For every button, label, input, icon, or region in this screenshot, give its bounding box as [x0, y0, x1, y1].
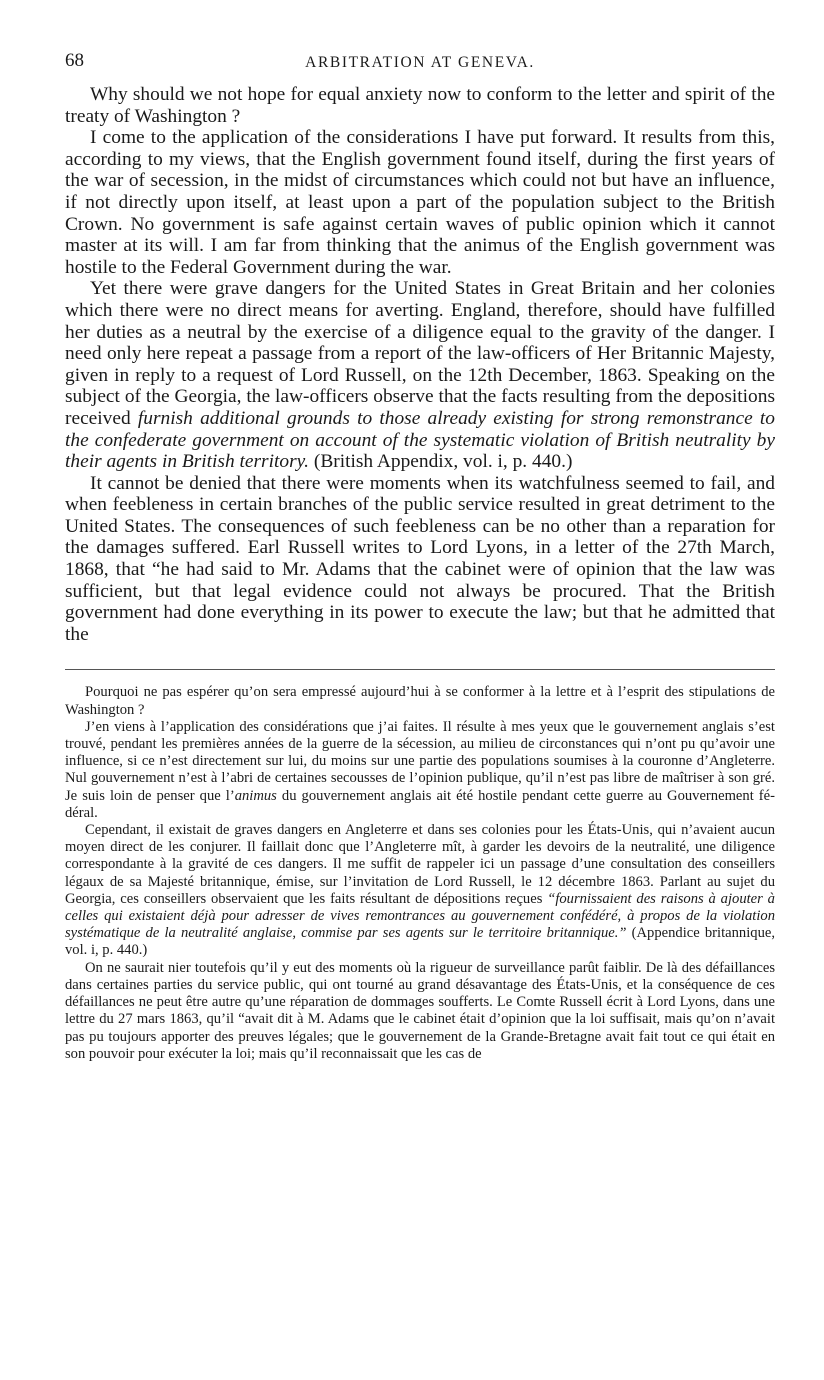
french-text — [65, 684, 775, 1062]
paragraph-3 — [65, 278, 775, 472]
note-2-end: du gouvernement anglais ait été hostile pendant cette guerre au Gouvernement fédéral. — [65, 787, 776, 821]
paragraph-3-text: Yet there were grave dangers for the United States in Great Britain and her colonies which there were no direct means for averting. England, therefore, should have fulfilled her duties as a neutral by the exercise of a diligence equal to the gravity of the danger. I need only here repeat a passage from a report of the law-officers of Her Britannic Majesty, given in reply to a request of Lord Russell, on the 12th December, 1863. Speaking on the subject of the Georgia, the law-officers observe that the facts resulting from the depositions received — [65, 278, 775, 429]
note-3-text: Cependant, il existait de graves dangers en Angleterre et dans ses colonies pour les États-Unis, qui n’avaient aucun moyen direct de les conjurer. Il faillait donc que l’Angleterre mît, à garder les devoirs de la neutralité, une diligence correspondante à la gravité de ces dangers. Il me suffit de rappeler ici un passage d’une consultation des conseillers légaux de sa Majesté britannique, émise, sur l’invitation de Lord Russell, le 12 décembre 1863. Parlant au sujet du Georgia, ces conseillers observaient que les faits résultant de dépositions reçues — [65, 822, 775, 907]
running-head: ARBITRATION AT GENEVA. — [305, 54, 535, 71]
paragraph-2: I come to the application of the considerations I have put forward. It results from this, according to my views, that the English government found itself, during the first years of the war of secession, in the midst of circumstances which could not but have an influence, if not directly upon itself, at least upon a part of the population subject to the British Crown. No government is safe against certain waves of public opinion which it cannot master at its will. I am far from thinking that the animus of the English government was hostile to the Federal Government during the war. — [65, 127, 775, 278]
paragraph-1: Why should we not hope for equal anxiety now to conform to the letter and spirit of the treaty of Washington ? — [65, 84, 775, 127]
note-2-text: J’en viens à l’application des considérations que j’ai faites. Il résulte à mes yeux que le gouvernement anglais s’est trouvé, pendant les premières années de la guerre de la sécession, au milieu de circonstances qui n’ont pu qu’avoir une influence, si ce n’est directement sur lui, du moins sur une partie des populations soumises à la couronne d’Angleterre. Nul gouvernement n’est à l’abri de certaines secousses de l’opinion publique, qu’il n’est pas libre de maîtriser à son gré. Je suis loin de penser que l’ — [65, 718, 775, 804]
footnote-divider — [65, 669, 775, 670]
note-3-quote: “fournissaient des raisons à ajouter à celles qui existaient déjà pour adresser de vives remontrances au gouvernement confédéré, à propos de la violation systématique de la neutralité anglaise, commise par ses agents sur le territoire britannique.” — [65, 890, 775, 942]
paragraph-4: It cannot be denied that there were moments when its watchfulness seemed to fail, and when feebleness in certain branches of the public service resulted in great detriment to the United States. The consequences of such feebleness can be no other than a reparation for the damages suffered. Earl Russell writes to Lord Lyons, in a letter of the 27th March, 1868, that “he had said to Mr. Adams that the cabinet were of opinion that the law was sufficient, but that legal evidence could not always be procured. That the British government had done everything in its power to execute the law; but that he admitted that the — [65, 472, 775, 645]
paragraph-3-quote: furnish additional grounds to those already existing for strong remonstrance to the confederate government on account of the systematic violation of British neutrality by their agents in British territory. — [65, 407, 775, 473]
page — [65, 50, 775, 1063]
main-text — [65, 84, 775, 645]
note-3 — [65, 822, 775, 960]
note-3-citation: (Appendice britannique, vol. i, p. 440.) — [65, 925, 775, 959]
note-4: On ne saurait nier toutefois qu’il y eut des moments où la rigueur de surveillance parût faiblir. De là des défaillances dans certaines parties du service public, qui ont tourné au grand désavantage des États-Unis, et la conséquence de ces défaillances ne peut être autre qu’une réparation de dommages soufferts. Le Comte Russell écrit à Lord Lyons, dans une lettre du 27 mars 1863, qu’il “avait dit à M. Adams que le cabinet était d’opinion que la loi suffisait, mais qu’on n’avait pas pu toujours apporter des preuves légales; que le gouvernement de la Grande-Bretagne avait fait tout ce qui était en son pouvoir pour exécuter la loi; mais qu’il reconnaissait que les cas de — [65, 959, 775, 1062]
page-header — [65, 50, 775, 84]
note-2-animus: animus — [234, 787, 277, 804]
note-1: Pourquoi ne pas espérer qu’on sera empressé aujourd’hui à se conformer à la lettre et à l’esprit des stipulations de Washington ? — [65, 684, 775, 718]
page-number: 68 — [65, 50, 84, 71]
paragraph-3-citation: (British Appendix, vol. i, p. 440.) — [309, 451, 573, 473]
note-2 — [65, 719, 775, 822]
